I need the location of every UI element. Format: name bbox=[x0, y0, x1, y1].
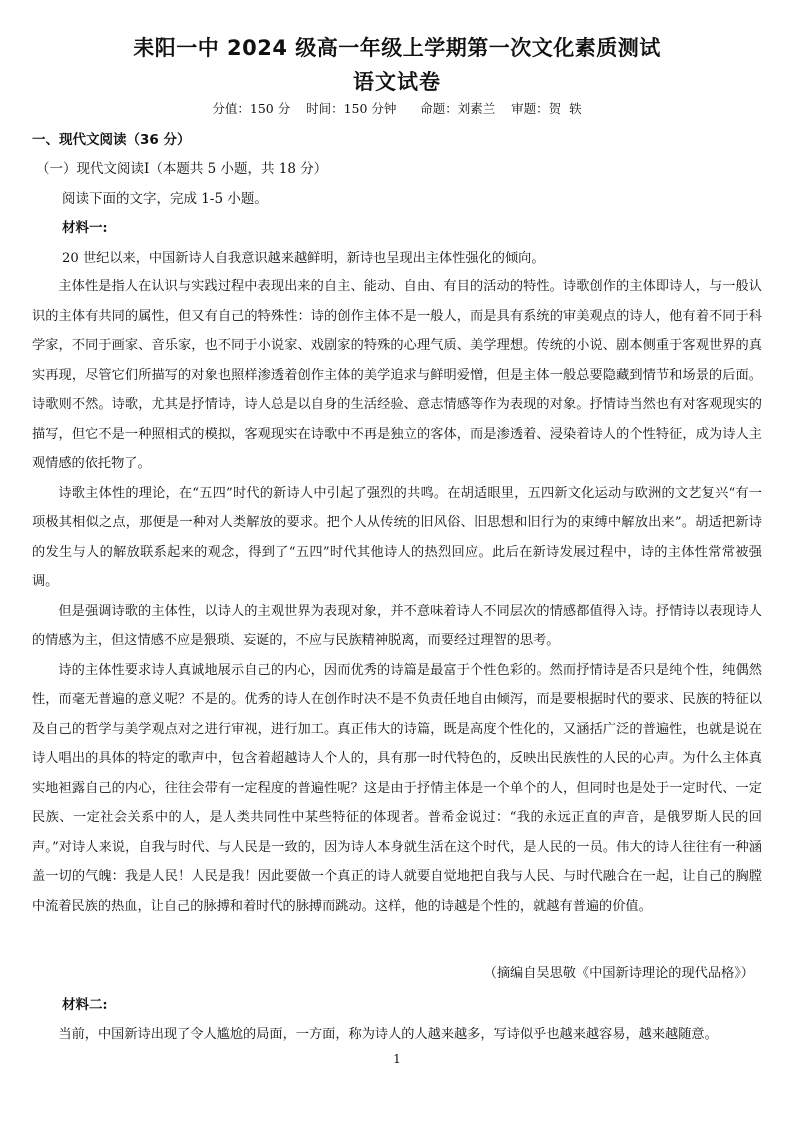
reading-instruction: 阅读下面的文字，完成 1-5 小题。 bbox=[62, 191, 268, 207]
source-citation: （摘编自吴思敬《中国新诗理论的现代品格》） bbox=[483, 966, 754, 981]
page-number: 1 bbox=[393, 1052, 401, 1066]
material-2-label: 材料二: bbox=[62, 997, 108, 1013]
material-1-lead bbox=[62, 244, 762, 274]
paragraph: 当前，中国新诗出现了令人尴尬的局面，一方面，称为诗人的人越来越多，写诗似乎也越来越容易，越来越随意。 bbox=[58, 1027, 718, 1042]
exam-meta-info: 分值：150 分 时间：150 分钟 命题：刘素兰 审题：贺 轶 bbox=[212, 101, 582, 116]
exam-title: 耒阳一中 2024 级高一年级上学期第一次文化素质测试 bbox=[133, 36, 661, 60]
material-1-body bbox=[32, 272, 762, 921]
section-heading: 一、现代文阅读（36 分） bbox=[32, 132, 191, 148]
paragraph: 诗的主体性要求诗人真诚地展示自己的内心，因而优秀的诗篇是最富于个性色彩的。然而抒情诗是否只是纯个性，纯偶然性，而毫无普遍的意义呢？不是的。优秀的诗人在创作时决不是不负责任地自由倾泻，而是要根据时代的要求、民族的特征以及自己的哲学与美学观点对之进行审视，进行加工。真正伟大的诗篇，既是高度个性化的，又涵括广泛的普遍性，也就是说在诗人唱出的具体的特定的歌声中，包含着超越诗人个人的，具有那一时代特色的，反映出民族性的人民的心声。为什么主体真实地袒露自己的内心，往往会带有一定程度的普遍性呢？这是由于抒情主体是一个单个的人，但同时也是处于一定时代、一定民族、一定社会关系中的人，是人类共同性中某些特征的体现者。普希金说过：“我的永远正直的声音，是俄罗斯人民的回声。”对诗人来说，自我与时代、与人民是一致的，因为诗人本身就生活在这个时代，是人民的一员。伟大的诗人往往有一种涵盖一切的气魄：我是人民！人民是我！因此要做一个真正的诗人就要自觉地把自我与人民、与时代融合在一起，让自己的胸膛中流着民族的热血，让自己的脉搏和着时代的脉搏而跳动。这样，他的诗越是个性的，就越有普遍的价值。 bbox=[32, 662, 762, 914]
exam-subtitle: 语文试卷 bbox=[353, 70, 441, 94]
paragraph: 诗歌主体性的理论，在“五四”时代的新诗人中引起了强烈的共鸣。在胡适眼里，五四新文化运动与欧洲的文艺复兴“有一项极其相似之点，那便是一种对人类解放的要求。把个人从传统的旧风俗、旧思想和旧行为的束缚中解放出来”。胡适把新诗的发生与人的解放联系起来的观念，得到了“五四”时代其他诗人的热烈回应。此后在新诗发展过程中，诗的主体性常常被强调。 bbox=[32, 485, 762, 589]
material-2-body bbox=[32, 1020, 762, 1050]
material-1-label: 材料一: bbox=[62, 220, 108, 236]
lead-paragraph: 20 世纪以来，中国新诗人自我意识越来越鲜明，新诗也呈现出主体性强化的倾向。 bbox=[62, 251, 545, 266]
paragraph: 但是强调诗歌的主体性，以诗人的主观世界为表现对象，并不意味着诗人不同层次的情感都值得入诗。抒情诗以表现诗人的情感为主，但这情感不应是猥琐、妄诞的，不应与民族精神脱离，而要经过理智的思考。 bbox=[32, 603, 762, 648]
paragraph: 主体性是指人在认识与实践过程中表现出来的自主、能动、自由、有目的活动的特性。诗歌创作的主体即诗人，与一般认识的主体有共同的属性，但又有自己的特殊性：诗的创作主体不是一般人，而是具有系统的审美观点的诗人，他有着不同于科学家，不同于画家、音乐家，也不同于小说家、戏剧家的特殊的心理气质、美学理想。传统的小说、剧本侧重于客观世界的真实再现，尽管它们所描写的对象也照样渗透着创作主体的美学追求与鲜明爱憎，但是主体一般总要隐藏到情节和场景的后面。诗歌则不然。诗歌，尤其是抒情诗，诗人总是以自身的生活经验、意志情感等作为表现的对象。抒情诗当然也有对客观现实的描写，但它不是一种照相式的模拟，客观现实在诗歌中不再是独立的客体，而是渗透着、浸染着诗人的个性特征，成为诗人主观情感的依托物了。 bbox=[32, 279, 762, 471]
section-subheading: （一）现代文阅读Ⅰ（本题共 5 小题，共 18 分） bbox=[36, 161, 328, 177]
